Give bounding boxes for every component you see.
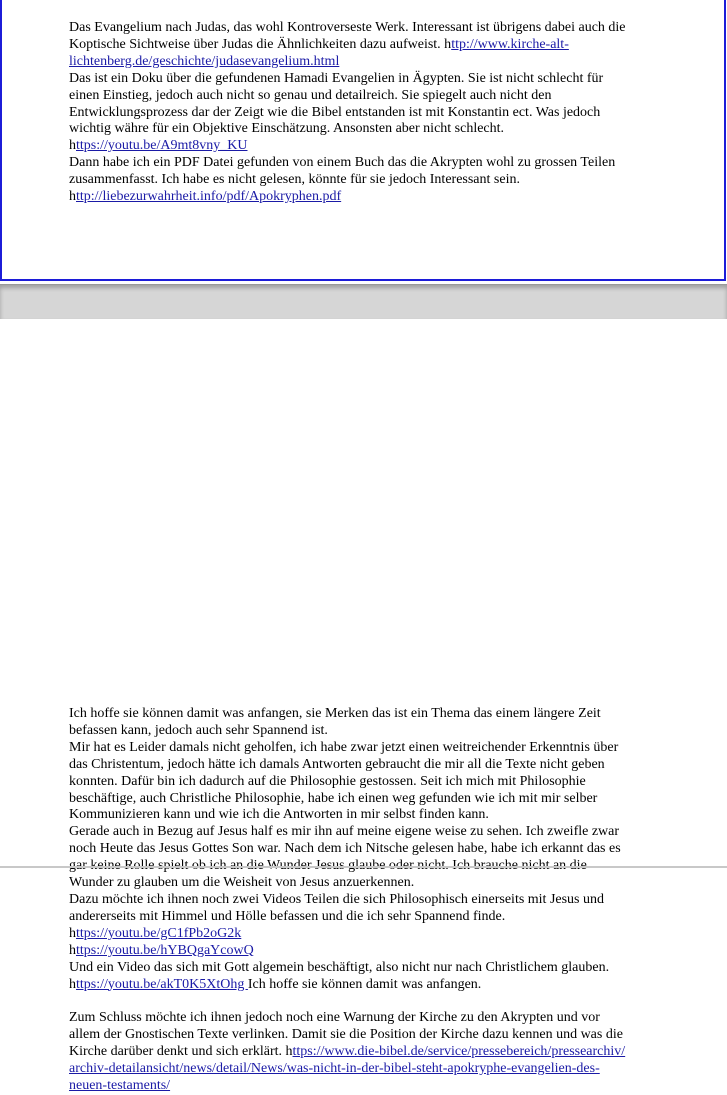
text-run: Das ist ein Doku über die gefundenen Hamadi Evangelien in Ägypten. Sie ist nicht schlecht für bbox=[69, 70, 604, 86]
text-line bbox=[69, 1027, 659, 1044]
text-line bbox=[69, 20, 659, 37]
text-run: konnten. Dafür bin ich dadurch auf die Philosophie gestossen. Seit ich mich mit Philosophie bbox=[69, 773, 586, 789]
text-run: einen Einstieg, jedoch auch nicht so genau und detailreich. Sie spiegelt auch nicht den bbox=[69, 87, 552, 103]
page-2-body-text bbox=[69, 706, 659, 1095]
hyperlink[interactable]: ttps://youtu.be/hYBQgaYcowQ bbox=[76, 942, 254, 958]
text-run: Zum Schluss möchte ich ihnen jedoch noch eine Warnung der Kirche zu den Akrypten und vor bbox=[69, 1010, 600, 1026]
text-run: Dann habe ich ein PDF Datei gefunden von einem Buch das die Akrypten wohl zu grossen Teilen bbox=[69, 155, 616, 171]
text-run: befassen kann, jedoch auch sehr Spannend ist. bbox=[69, 722, 328, 738]
hyperlink[interactable]: ttps://youtu.be/A9mt8vny_KU bbox=[76, 138, 248, 154]
document-page-1 bbox=[0, 0, 725, 283]
text-line bbox=[69, 977, 659, 994]
text-run: allem der Gnostischen Texte verlinken. Damit sie die Position der Kirche dazu kennen und was die bbox=[69, 1027, 623, 1043]
text-run: andererseits mit Himmel und Hölle befassen und die ich sehr Spannend finde. bbox=[69, 908, 506, 924]
text-run: Kommunizieren kann und wie ich die Antworten in mir selbst finden kann. bbox=[69, 807, 489, 823]
text-line bbox=[69, 774, 659, 791]
page-gap bbox=[0, 284, 727, 320]
text-run: h bbox=[69, 925, 76, 941]
hyperlink[interactable]: ttps://youtu.be/gC1fPb2oG2k bbox=[76, 925, 242, 941]
text-run: Mir hat es Leider damals nicht geholfen, ich habe zwar jetzt einen weitreichender Erkenntnis über bbox=[69, 739, 619, 755]
text-line bbox=[69, 757, 659, 774]
text-line bbox=[69, 875, 659, 892]
text-line bbox=[69, 1061, 659, 1078]
text-run: Gerade auch in Bezug auf Jesus half es mir ihn auf meine eigene weise zu sehen. Ich zweifle zwar bbox=[69, 824, 620, 840]
text-run: zusammenfasst. Ich habe es nicht gelesen, könnte für sie jedoch Interessant sein. bbox=[69, 172, 520, 188]
text-line bbox=[69, 824, 659, 841]
hyperlink[interactable]: neuen-testaments/ bbox=[69, 1077, 171, 1093]
text-line bbox=[69, 88, 659, 105]
text-run: Wunder zu glauben um die Weisheit von Jesus anzuerkennen. bbox=[69, 875, 415, 891]
text-run: Und ein Video das sich mit Gott algemein beschäftigt, also nicht nur nach Christlichem glauben. bbox=[69, 959, 610, 975]
text-run: noch Heute das Jesus Gottes Son war. Nach dem ich Nitsche gelesen habe, habe ich erkannt das es bbox=[69, 841, 621, 857]
text-run: Ich hoffe sie können damit was anfangen. bbox=[247, 976, 482, 992]
hyperlink[interactable]: lichtenberg.de/geschichte/judasevangelium.html bbox=[69, 53, 340, 69]
text-run: Das Evangelium nach Judas, das wohl Kontroverseste Werk. Interessant ist übrigens dabei auch die bbox=[69, 20, 626, 35]
text-run: beschäftige, auch Christliche Philosophie, habe ich einen weg gefunden wie ich mit mir selber bbox=[69, 790, 598, 806]
text-line bbox=[69, 172, 659, 189]
text-run: Koptische Sichtweise über Judas die Ähnlichkeiten dazu aufweist. h bbox=[69, 36, 452, 52]
text-line bbox=[69, 71, 659, 88]
text-run: Entwicklungsprozess dar der Zeigt wie die Bibel entstanden ist mit Konstantin ect. Was jedoch bbox=[69, 104, 601, 120]
text-line bbox=[69, 841, 659, 858]
text-line bbox=[69, 121, 659, 138]
text-line bbox=[69, 138, 659, 155]
blank-line bbox=[69, 993, 659, 1010]
hyperlink[interactable]: ttps://youtu.be/akT0K5XtOhg bbox=[76, 976, 248, 992]
hyperlink[interactable]: archiv-detailansicht/news/detail/News/was-nicht-in-der-bibel-steht-apokryphe-evangelien-des- bbox=[69, 1061, 600, 1077]
text-run: Ich hoffe sie können damit was anfangen, sie Merken das ist ein Thema das einem längere Zeit bbox=[69, 706, 601, 721]
text-line bbox=[69, 155, 659, 172]
text-run: das Christentum, jedoch hätte ich damals Antworten gebraucht die mir all die Texte nicht geben bbox=[69, 756, 605, 772]
text-line bbox=[69, 1010, 659, 1027]
text-line bbox=[69, 791, 659, 808]
hyperlink[interactable]: ttp://www.kirche-alt- bbox=[451, 36, 569, 52]
text-run: h bbox=[69, 976, 76, 992]
hyperlink[interactable]: ttps://www.die-bibel.de/service/pressebereich/pressearchiv/ bbox=[292, 1044, 626, 1060]
text-line bbox=[69, 105, 659, 122]
text-line bbox=[69, 723, 659, 740]
text-run: wichtig währe für ein Objektive Einschätzung. Ansonsten aber nicht schlecht. bbox=[69, 121, 505, 137]
document-page-2 bbox=[0, 319, 727, 1093]
text-line bbox=[69, 943, 659, 960]
text-run: h bbox=[69, 189, 76, 205]
text-line bbox=[69, 740, 659, 757]
text-line bbox=[69, 37, 659, 54]
text-line bbox=[69, 54, 659, 71]
text-line bbox=[69, 1078, 659, 1095]
text-line bbox=[69, 189, 659, 206]
text-run: Kirche darüber denkt und sich erklärt. h bbox=[69, 1044, 293, 1060]
text-line bbox=[69, 892, 659, 909]
text-line bbox=[69, 909, 659, 926]
text-line bbox=[69, 926, 659, 943]
text-line bbox=[69, 807, 659, 824]
text-line bbox=[69, 706, 659, 723]
text-line bbox=[69, 960, 659, 977]
text-run: Dazu möchte ich ihnen noch zwei Videos Teilen die sich Philosophisch einerseits mit Jesus und bbox=[69, 891, 605, 907]
hyperlink[interactable]: ttp://liebezurwahrheit.info/pdf/Apokryphen.pdf bbox=[76, 189, 342, 205]
text-run: h bbox=[69, 942, 76, 958]
text-run: h bbox=[69, 138, 76, 154]
page-1-body-text bbox=[69, 20, 659, 206]
text-line bbox=[69, 1044, 659, 1061]
